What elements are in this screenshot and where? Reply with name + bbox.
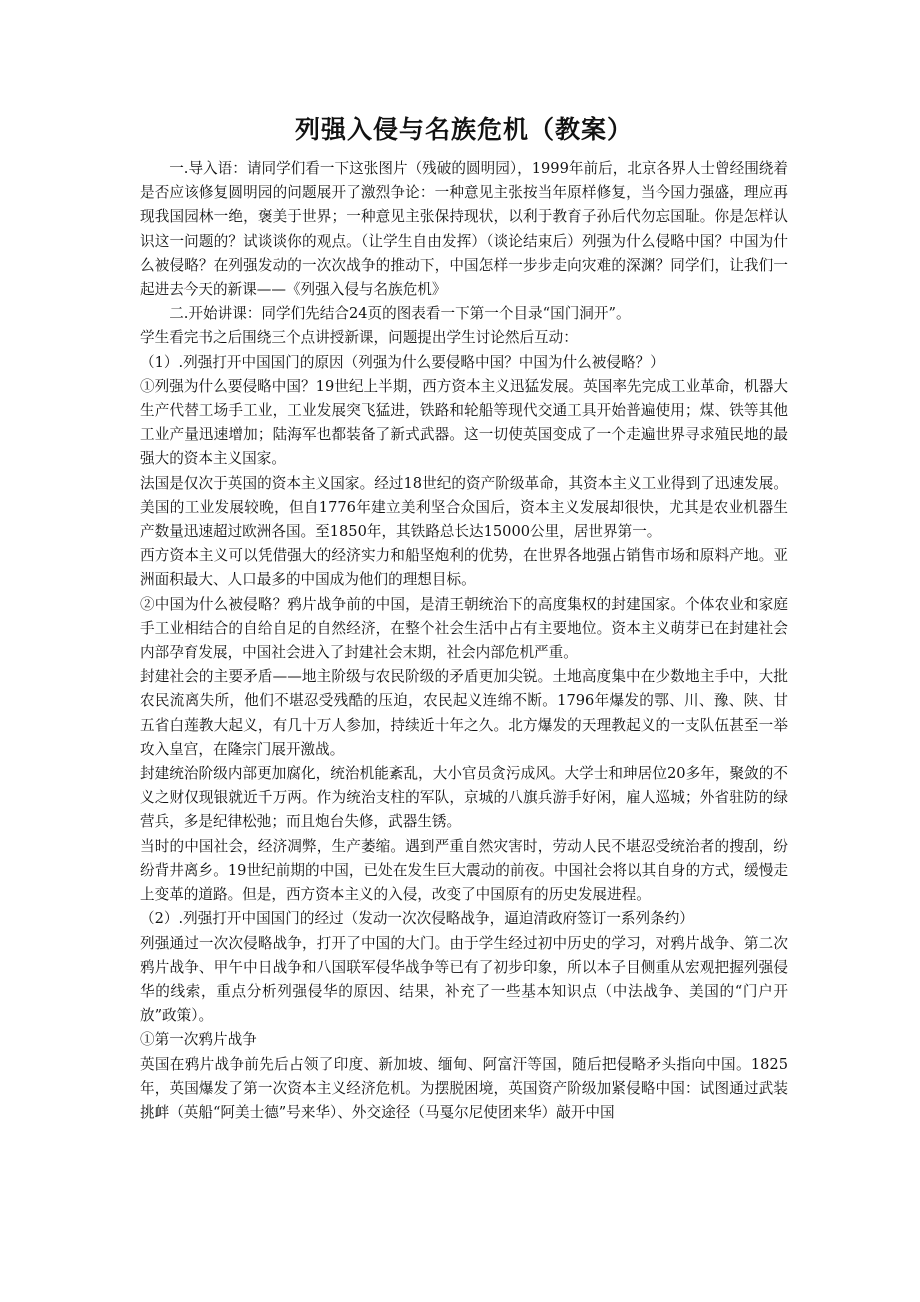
paragraph: ②中国为什么被侵略？鸦片战争前的中国，是清王朝统治下的高度集权的封建国家。个体农业和家庭手工业相结合的自给自足的自然经济，在整个社会生活中占有主要地位。资本主义萌芽已在封建社会内部孕育发展，中国社会进入了封建社会末期，社会内部危机严重。 — [140, 595, 788, 662]
paragraph: 学生看完书之后围绕三个点讲授新课，问题提出学生讨论然后互动： — [140, 329, 578, 347]
paragraph: 当时的中国社会，经济凋弊，生产萎缩。遇到严重自然灾害时，劳动人民不堪忍受统治者的搜刮，纷纷背井离乡。19世纪前期的中国，已处在发生巨大震动的前夜。中国社会将以其自身的方式，缓慢走上变革的道路。但是，西方资本主义的入侵，改变了中国原有的历史发展进程。 — [140, 837, 788, 904]
document-page — [140, 113, 788, 1125]
document-body — [140, 157, 788, 1125]
paragraph: 封建统治阶级内部更加腐化，统治机能紊乱，大小官员贪污成风。大学士和珅居位20多年，聚敛的不义之财仅现银就近千万两。作为统治支柱的军队，京城的八旗兵游手好闲，雇人巡城；外省驻防的绿营兵，多是纪律松弛；而且炮台失修，武器生锈。 — [140, 765, 788, 831]
section-heading-1: （1）.列强打开中国国门的原因（列强为什么要侵略中国？中国为什么被侵略？） — [140, 353, 665, 371]
paragraph: 封建社会的主要矛盾——地主阶级与农民阶级的矛盾更加尖锐。土地高度集中在少数地主手中，大批农民流离失所，他们不堪忍受残酷的压迫，农民起义连绵不断。1796年爆发的鄂、川、豫、陕、甘五省白莲教大起义，有几十万人参加，持续近十年之久。北方爆发的天理教起义的一支队伍甚至一举攻入皇宫，在隆宗门展开激战。 — [140, 668, 788, 758]
document-title: 列强入侵与名族危机（教案） — [294, 115, 633, 144]
section-heading-2: （2）.列强打开中国国门的经过（发动一次次侵略战争，逼迫清政府签订一系列条约） — [140, 910, 694, 928]
paragraph: 英国在鸦片战争前先后占领了印度、新加坡、缅甸、阿富汗等国，随后把侵略矛头指向中国。1825年，英国爆发了第一次资本主义经济危机。为摆脱困境，英国资产阶级加紧侵略中国：试图通过武装挑衅（英船“阿美士德”号来华）、外交途径（马戛尔尼使团来华）敲开中国 — [140, 1055, 788, 1121]
subheading-first-opium-war: ①第一次鸦片战争 — [140, 1031, 257, 1049]
paragraph: 列强通过一次次侵略战争，打开了中国的大门。由于学生经过初中历史的学习，对鸦片战争、第二次鸦片战争、甲午中日战争和八国联军侵华战争等已有了初步印象，所以本子目侧重从宏观把握列强侵华的线索，重点分析列强侵华的原因、结果，补充了一些基本知识点（中法战争、美国的“门户开放”政策）。 — [140, 934, 788, 1025]
paragraph: 西方资本主义可以凭借强大的经济实力和船坚炮利的优势，在世界各地强占销售市场和原料产地。亚洲面积最大、人口最多的中国成为他们的理想目标。 — [140, 547, 788, 589]
paragraph: 法国是仅次于英国的资本主义国家。经过18世纪的资产阶级革命，其资本主义工业得到了迅速发展。美国的工业发展较晚，但自1776年建立美利坚合众国后，资本主义发展却很快，尤其是农业机器生产数量迅速超过欧洲各国。至1850年，其铁路总长达15000公里，居世界第一。 — [140, 474, 788, 541]
paragraph-intro: 一.导入语：请同学们看一下这张图片（残破的圆明园），1999年前后，北京各界人士曾经围绕着是否应该修复圆明园的问题展开了激烈争论：一种意见主张按当年原样修复，当今国力强盛，理应再现我国园林一绝，褒美于世界；一种意见主张保持现状，以利于教育子孙后代勿忘国耻。你是怎样认识这一问题的？试谈谈你的观点。（让学生自由发挥）（谈论结束后）列强为什么侵略中国？中国为什么被侵略？在列强发动的一次次战争的推动下，中国怎样一步步走向灾难的深渊？同学们，让我们一起进去今天的新课——《列强入侵与名族危机》 — [140, 160, 788, 299]
paragraph-start-lecture: 二.开始讲课：同学们先结合24页的图表看一下第一个目录“国门洞开”。 — [169, 305, 631, 323]
paragraph: ①列强为什么要侵略中国？19世纪上半期，西方资本主义迅猛发展。英国率先完成工业革命，机器大生产代替工场手工业，工业发展突飞猛进，铁路和轮船等现代交通工具开始普遍使用；煤、铁等其他工业产量迅速增加；陆海军也都装备了新式武器。这一切使英国变成了一个走遍世界寻求殖民地的最强大的资本主义国家。 — [140, 377, 788, 468]
